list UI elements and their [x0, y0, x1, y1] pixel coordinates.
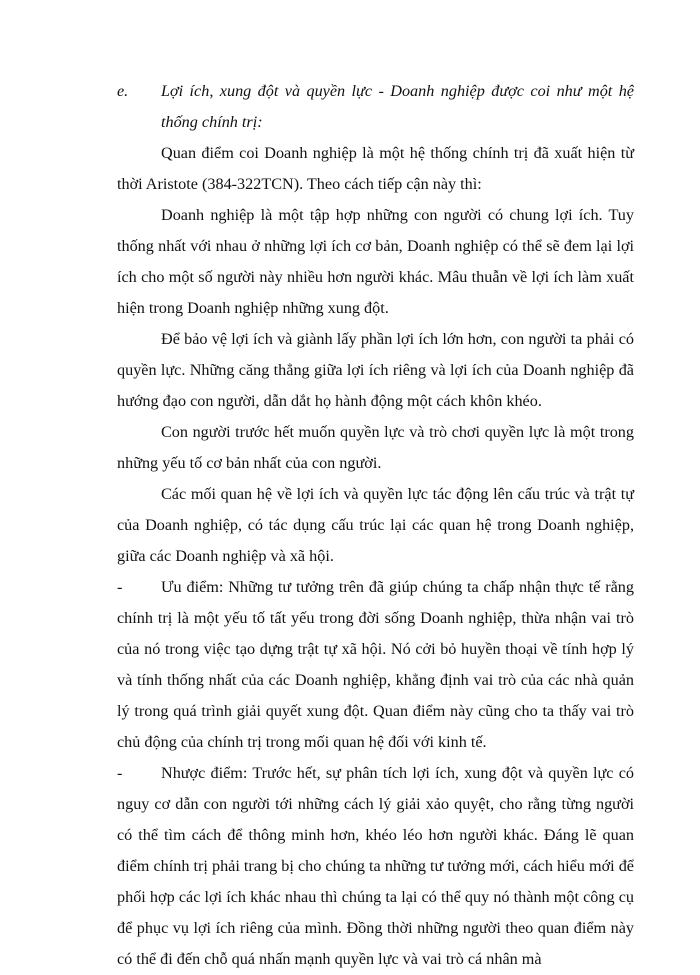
section-heading [117, 76, 634, 138]
bullet-advantages [117, 572, 634, 758]
bullet-dash: - [117, 578, 123, 596]
bullet-disadvantages-text: Nhược điểm: Trước hết, sự phân tích lợi ích, xung đột và quyền lực có nguy cơ dẫn con người tới những cách lý giải xảo quyệt, cho rằng từng người có thể tìm cách để thông minh hơn, khéo léo hơn người khác. Đáng lẽ quan điểm chính trị phải trang bị cho chúng ta những tư tưởng mới, cách hiểu mới để phối hợp các lợi ích khác nhau thì chúng ta lại có thể quy nó thành một công cụ để phục vụ lợi ích riêng của mình. Đồng thời những người theo quan điểm này có thể đi đến chỗ quá nhấn mạnh quyền lực và vai trò cá nhân mà [117, 764, 634, 968]
paragraph-power-game: Con người trước hết muốn quyền lực và trò chơi quyền lực là một trong những yếu tố cơ bản nhất của con người. [117, 423, 634, 472]
bullet-disadvantages [117, 758, 634, 975]
section-marker: e. [117, 82, 129, 100]
bullet-advantages-text: Ưu điểm: Những tư tưởng trên đã giúp chúng ta chấp nhận thực tế rằng chính trị là một yếu tố tất yếu trong đời sống Doanh nghiệp, thừa nhận vai trò của nó trong việc tạo dựng trật tự xã hội. Nó cởi bỏ huyền thoại về tính hợp lý và tính thống nhất của các Doanh nghiệp, khẳng định vai trò của các nhà quản lý trong quá trình giải quyết xung đột. Quan điểm này cũng cho ta thấy vai trò chủ động của chính trị trong mối quan hệ đối với kinh tế. [117, 578, 634, 751]
paragraph-common-interest: Doanh nghiệp là một tập hợp những con người có chung lợi ích. Tuy thống nhất với nhau ở những lợi ích cơ bản, Doanh nghiệp có thể sẽ đem lại lợi ích cho một số người này nhiều hơn người khác. Mâu thuẫn về lợi ích làm xuất hiện trong Doanh nghiệp những xung đột. [117, 206, 634, 317]
paragraph-intro: Quan điểm coi Doanh nghiệp là một hệ thống chính trị đã xuất hiện từ thời Aristote (384-322TCN). Theo cách tiếp cận này thì: [117, 144, 634, 193]
paragraph-relations: Các mối quan hệ về lợi ích và quyền lực tác động lên cấu trúc và trật tự của Doanh nghiệp, có tác dụng cấu trúc lại các quan hệ trong Doanh nghiệp, giữa các Doanh nghiệp và xã hội. [117, 485, 634, 565]
paragraph-power: Để bảo vệ lợi ích và giành lấy phần lợi ích lớn hơn, con người ta phải có quyền lực. Những căng thẳng giữa lợi ích riêng và lợi ích của Doanh nghiệp đã hướng đạo con người, dẫn dắt họ hành động một cách khôn khéo. [117, 330, 634, 410]
document-page [117, 76, 634, 975]
section-title: Lợi ích, xung đột và quyền lực - Doanh nghiệp được coi như một hệ thống chính trị: [161, 82, 634, 131]
bullet-dash: - [117, 764, 123, 782]
